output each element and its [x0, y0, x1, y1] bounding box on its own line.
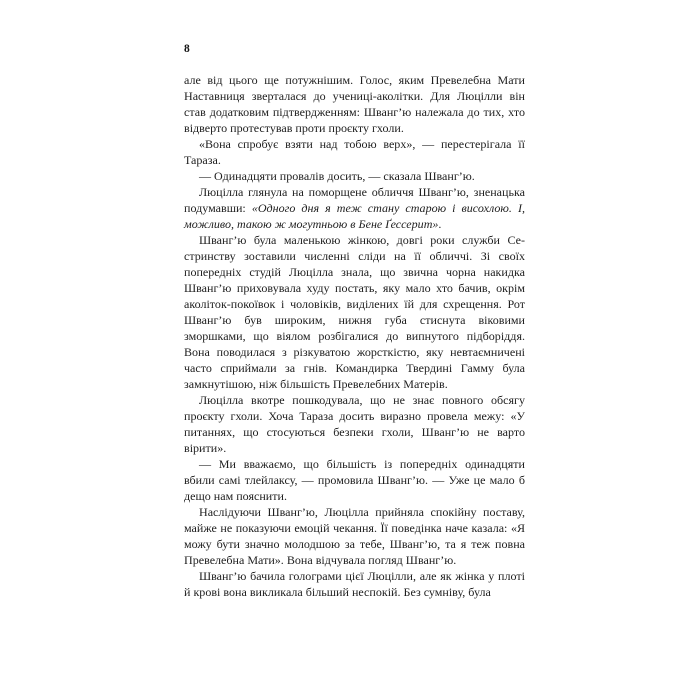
- paragraph: [184, 136, 525, 168]
- inline-text: Шванг’ю бачила голограми цієї Люцілли, але як жінка у плоті й крові вона викликала більший неспокій. Без сумніву, була: [184, 569, 525, 599]
- inline-text: Шванг’ю була маленькою жінкою, довгі роки служби Сестринству зоставили численні сліди на її обличчі. Зі своїх попередніх студій Люцілла знала, що звична чорна накидка Шванг’ю приховувала худу постать, яку мало хто бачив, окрім аколіток-покоївок і чоловіків, виділених їй для схрещення. Рот Шванг’ю був широким, нижня губа стиснута віковими зморшками, що віялом розбігалися до випнутого підборіддя. Вона поводилася з різкуватою жорсткістю, яку невтаємничені часто сприймали за гнів. Командирка Твердині Гамму була замкнутішою, ніж більшість Превелебних Матерів.: [184, 233, 525, 391]
- inline-text: — Ми вважаємо, що більшість із попередніх одинадцяти вбили самі тлейлаксу, — промовила Шванг’ю. — Уже це мало б дещо нам пояснити.: [184, 457, 525, 503]
- paragraph: [184, 392, 525, 456]
- inline-text: Люцілла глянула на поморщене обличчя Шванг’ю, зненацька подумавши:: [184, 185, 525, 215]
- inline-text: Наслідуючи Шванг’ю, Люцілла прийняла спокійну поставу, майже не показуючи емоцій чекання. Її поведінка наче казала: «Я можу бути значно молодшою за тебе, Шванг’ю, та я теж повна Превелебна Мати». Вона відчувала погляд Шванг’ю.: [184, 505, 525, 567]
- paragraph: [184, 504, 525, 568]
- inline-text: «Вона спробує взяти над тобою верх», — перестерігала її Тараза.: [184, 137, 525, 167]
- inline-text: .: [438, 217, 442, 231]
- inline-text: — Одинадцяти провалів досить, — сказала Шванг’ю.: [199, 169, 475, 183]
- paragraph: [184, 568, 525, 600]
- inline-italic-quote: «Одного дня я теж стану старою і висохлою. І, можливо, такою ж могутньою в Бене Ґессерит»: [184, 201, 525, 231]
- paragraph: [184, 72, 525, 136]
- inline-text: Люцілла вкотре пошкодувала, що не знає повного обсягу проєкту гхоли. Хоча Тараза досить виразно провела межу: «У питаннях, що стосуються безпеки гхоли, Шванг’ю не варто вірити».: [184, 393, 525, 455]
- paragraph: [184, 456, 525, 504]
- body-text-column: [184, 72, 525, 600]
- paragraph: [184, 168, 525, 184]
- paragraph: [184, 184, 525, 232]
- paragraph: [184, 232, 525, 392]
- page-number: 8: [184, 43, 190, 55]
- inline-text: але від цього ще потужнішим. Голос, яким Превелебна Мати Наставниця зверталася до учениці-аколітки. Для Люцілли він став додатковим підтвердженням: Шванг’ю належала до тих, хто відверто протестував проти проєкту гхоли.: [184, 73, 525, 135]
